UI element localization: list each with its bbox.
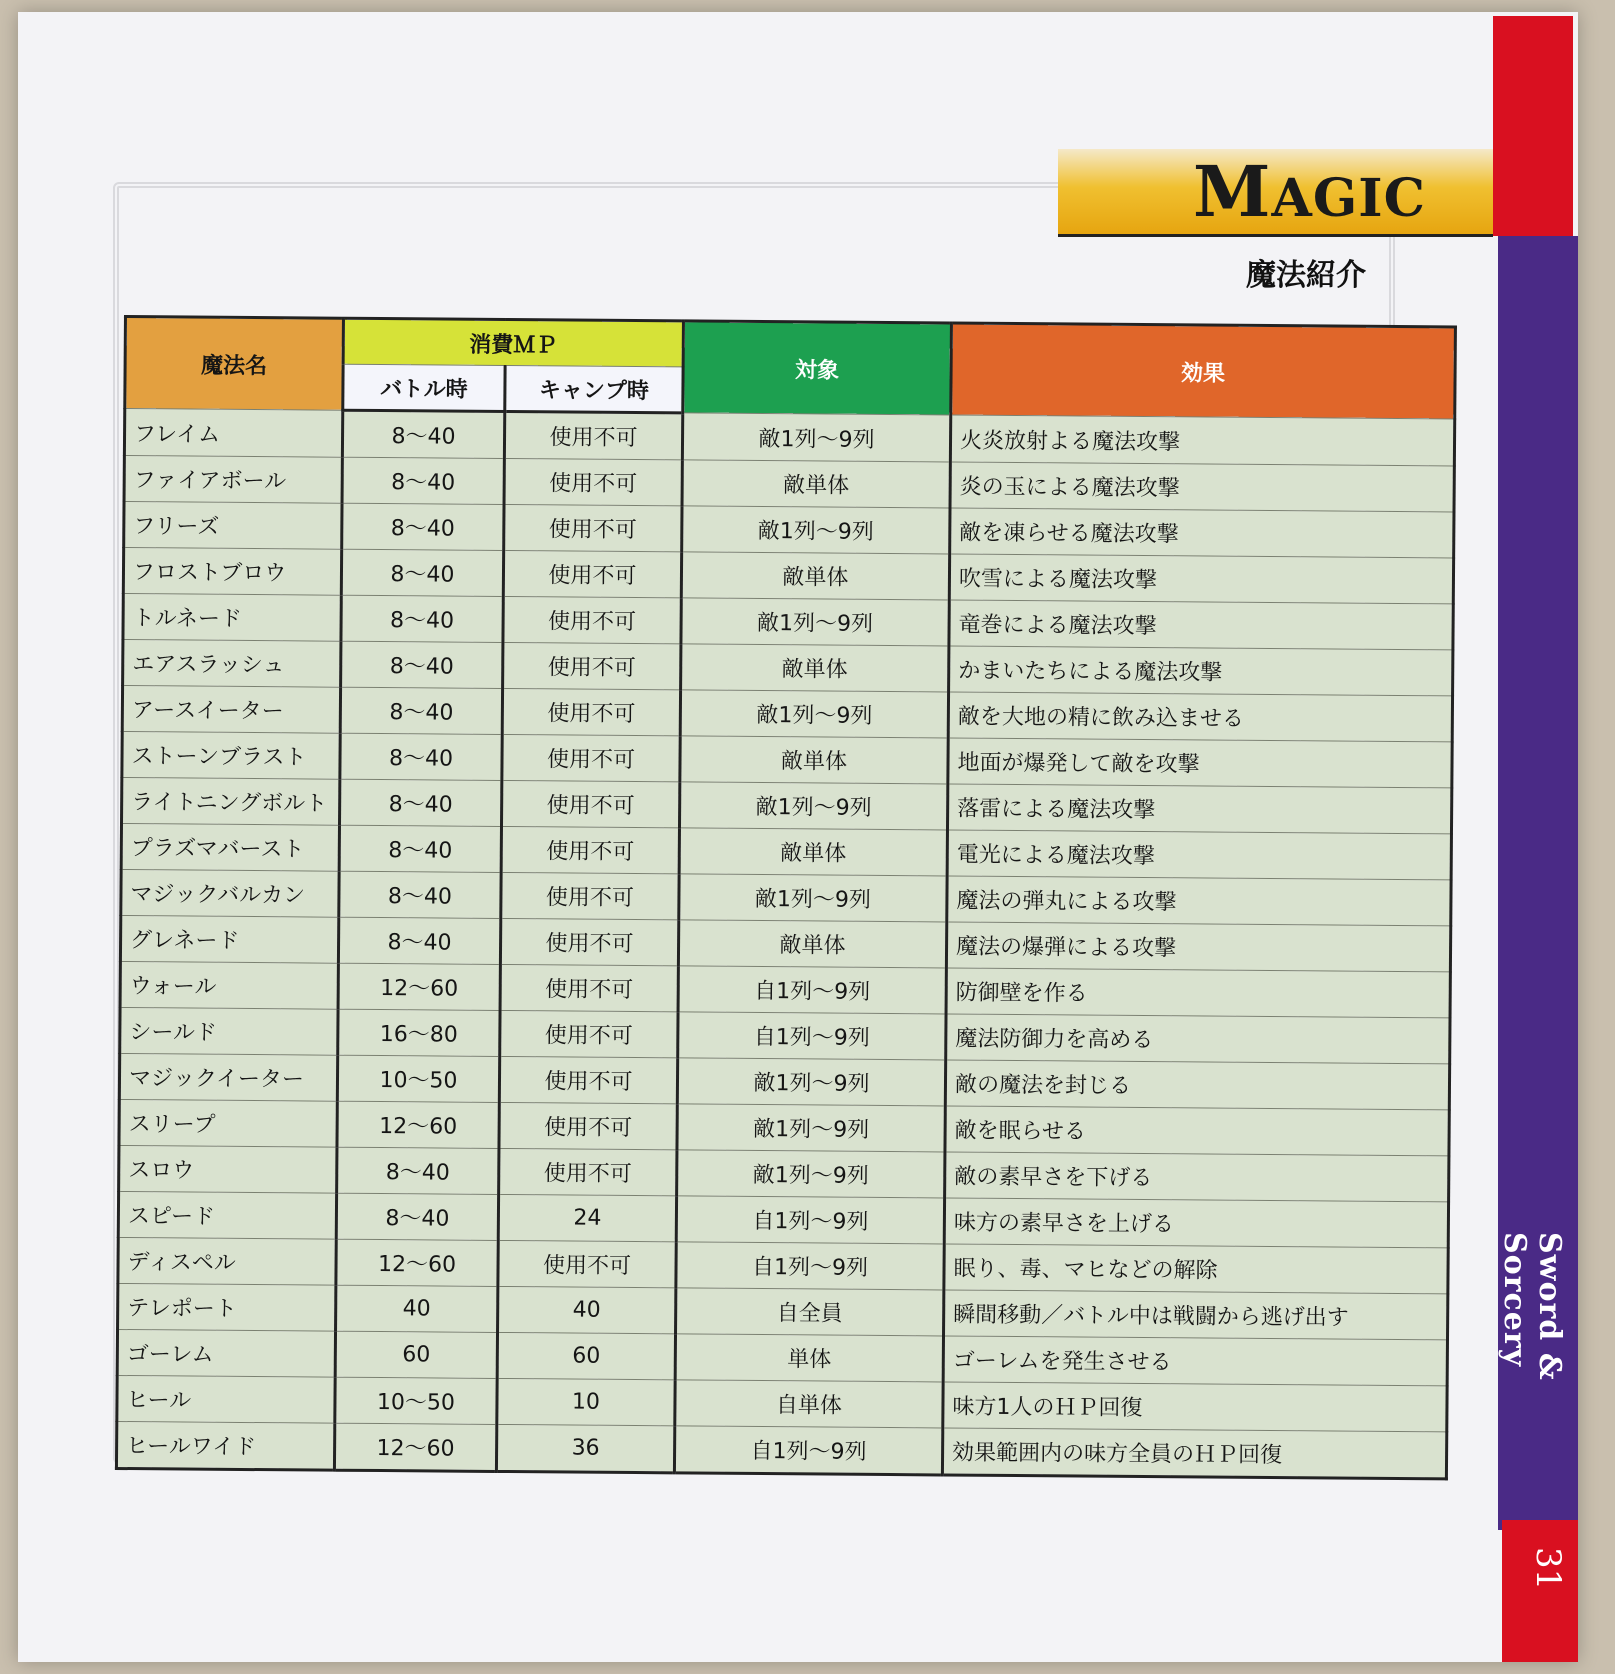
battle-mp-cell: 8～40 bbox=[342, 410, 504, 458]
battle-mp-cell: 8～40 bbox=[342, 457, 504, 504]
battle-mp-cell: 8～40 bbox=[336, 1193, 498, 1240]
spell-name-cell: スピード bbox=[118, 1191, 336, 1239]
spell-name-cell: フロストブロウ bbox=[123, 548, 341, 596]
effect-cell: 火炎放射よる魔法攻撃 bbox=[950, 415, 1454, 466]
target-cell: 敵1列～9列 bbox=[677, 1058, 945, 1106]
camp-mp-cell: 使用不可 bbox=[504, 504, 682, 551]
target-cell: 敵1列～9列 bbox=[681, 598, 949, 646]
camp-mp-cell: 使用不可 bbox=[503, 642, 681, 689]
target-cell: 敵単体 bbox=[682, 460, 950, 508]
spell-name-cell: トルネード bbox=[123, 594, 341, 642]
section-subtitle: 魔法紹介 bbox=[1246, 258, 1366, 293]
target-cell: 自全員 bbox=[676, 1288, 944, 1336]
battle-mp-cell: 8～40 bbox=[337, 1147, 499, 1194]
battle-mp-cell: 8～40 bbox=[339, 825, 501, 872]
camp-mp-cell: 36 bbox=[496, 1424, 674, 1472]
camp-mp-cell: 60 bbox=[497, 1332, 675, 1379]
battle-mp-cell: 40 bbox=[336, 1285, 498, 1332]
effect-cell: 味方の素早さを上げる bbox=[944, 1198, 1448, 1248]
target-cell: 敵1列～9列 bbox=[682, 413, 950, 462]
camp-mp-cell: 10 bbox=[497, 1378, 675, 1425]
target-cell: 敵1列～9列 bbox=[677, 1150, 945, 1198]
effect-cell: 地面が爆発して敵を攻撃 bbox=[948, 738, 1452, 788]
battle-mp-cell: 8～40 bbox=[340, 733, 502, 780]
effect-cell: 吹雪による魔法攻撃 bbox=[949, 554, 1453, 604]
effect-cell: 電光による魔法攻撃 bbox=[947, 830, 1451, 880]
target-cell: 自1列～9列 bbox=[676, 1242, 944, 1290]
battle-mp-cell: 8～40 bbox=[339, 779, 501, 826]
battle-mp-cell: 10～50 bbox=[337, 1055, 499, 1102]
spell-name-cell: ストーンブラスト bbox=[122, 731, 340, 779]
camp-mp-cell: 使用不可 bbox=[504, 411, 682, 459]
target-cell: 敵単体 bbox=[679, 828, 947, 876]
camp-mp-cell: 使用不可 bbox=[500, 964, 678, 1011]
spell-name-cell: アースイーター bbox=[122, 686, 340, 734]
camp-mp-cell: 使用不可 bbox=[502, 734, 680, 781]
battle-mp-cell: 8～40 bbox=[341, 595, 503, 642]
battle-mp-cell: 10～50 bbox=[335, 1377, 497, 1424]
target-cell: 自単体 bbox=[675, 1380, 943, 1428]
header-spell-name: 魔法名 bbox=[125, 317, 344, 411]
spell-name-cell: シールド bbox=[120, 1007, 338, 1055]
effect-cell: 炎の玉による魔法攻撃 bbox=[950, 462, 1454, 512]
effect-cell: 敵の素早さを下げる bbox=[945, 1152, 1449, 1202]
spell-name-cell: ウォール bbox=[120, 961, 338, 1009]
target-cell: 敵1列～9列 bbox=[680, 690, 948, 738]
target-cell: 敵単体 bbox=[681, 644, 949, 692]
battle-mp-cell: 12～60 bbox=[336, 1239, 498, 1286]
header-battle: バトル時 bbox=[343, 364, 505, 411]
effect-cell: 効果範囲内の味方全員のＨＰ回復 bbox=[942, 1428, 1446, 1479]
target-cell: 敵1列～9列 bbox=[677, 1104, 945, 1152]
camp-mp-cell: 24 bbox=[498, 1194, 676, 1241]
effect-cell: 瞬間移動／バトル中は戦闘から逃げ出す bbox=[944, 1290, 1448, 1340]
spell-name-cell: ヒールワイド bbox=[116, 1421, 334, 1470]
spell-name-cell: ファイアボール bbox=[124, 456, 342, 504]
effect-cell: 敵を凍らせる魔法攻撃 bbox=[950, 508, 1454, 558]
battle-mp-cell: 8～40 bbox=[340, 687, 502, 734]
spell-name-cell: フリーズ bbox=[124, 502, 342, 550]
battle-mp-cell: 8～40 bbox=[341, 549, 503, 596]
battle-mp-cell: 12～60 bbox=[337, 1101, 499, 1148]
target-cell: 単体 bbox=[675, 1334, 943, 1382]
magic-table bbox=[115, 315, 1457, 1480]
effect-cell: 敵を眠らせる bbox=[945, 1106, 1449, 1156]
spell-name-cell: マジックバルカン bbox=[121, 869, 339, 917]
camp-mp-cell: 使用不可 bbox=[499, 1148, 677, 1195]
target-cell: 敵単体 bbox=[681, 552, 949, 600]
spell-name-cell: ライトニングボルト bbox=[122, 777, 340, 825]
side-title: Sword & Sorcery bbox=[1497, 1232, 1567, 1381]
battle-mp-cell: 8～40 bbox=[342, 503, 504, 550]
table-row bbox=[116, 1421, 1446, 1478]
effect-cell: 眠り、毒、マヒなどの解除 bbox=[944, 1244, 1448, 1294]
target-cell: 敵単体 bbox=[678, 920, 946, 968]
target-cell: 自1列～9列 bbox=[676, 1196, 944, 1244]
target-cell: 自1列～9列 bbox=[674, 1426, 942, 1475]
spell-name-cell: テレポート bbox=[118, 1283, 336, 1331]
spell-name-cell: マジックイーター bbox=[119, 1053, 337, 1101]
target-cell: 敵1列～9列 bbox=[679, 874, 947, 922]
spell-name-cell: エアスラッシュ bbox=[123, 640, 341, 688]
manual-page bbox=[18, 12, 1578, 1662]
spell-name-cell: プラズマバースト bbox=[121, 823, 339, 871]
effect-cell: 魔法防御力を高める bbox=[946, 1014, 1450, 1064]
camp-mp-cell: 使用不可 bbox=[501, 872, 679, 919]
camp-mp-cell: 使用不可 bbox=[498, 1240, 676, 1287]
target-cell: 自1列～9列 bbox=[678, 966, 946, 1014]
camp-mp-cell: 使用不可 bbox=[504, 458, 682, 505]
battle-mp-cell: 8～40 bbox=[339, 871, 501, 918]
camp-mp-cell: 使用不可 bbox=[499, 1102, 677, 1149]
camp-mp-cell: 使用不可 bbox=[499, 1056, 677, 1103]
spell-name-cell: フレイム bbox=[124, 409, 342, 458]
effect-cell: 魔法の弾丸による攻撃 bbox=[947, 876, 1451, 926]
header-mp-cost: 消費ＭＰ bbox=[343, 318, 683, 367]
spell-name-cell: ディスペル bbox=[118, 1237, 336, 1285]
target-cell: 敵1列～9列 bbox=[682, 506, 950, 554]
target-cell: 自1列～9列 bbox=[678, 1012, 946, 1060]
side-band-red-bottom bbox=[1502, 1520, 1578, 1662]
effect-cell: 防御壁を作る bbox=[946, 968, 1450, 1018]
spell-name-cell: ヒール bbox=[117, 1375, 335, 1423]
battle-mp-cell: 12～60 bbox=[334, 1423, 496, 1471]
effect-cell: ゴーレムを発生させる bbox=[943, 1336, 1447, 1386]
effect-cell: 魔法の爆弾による攻撃 bbox=[946, 922, 1450, 972]
camp-mp-cell: 使用不可 bbox=[503, 596, 681, 643]
section-title bbox=[1193, 150, 1426, 233]
header-target: 対象 bbox=[683, 321, 952, 415]
camp-mp-cell: 使用不可 bbox=[501, 826, 679, 873]
camp-mp-cell: 使用不可 bbox=[502, 688, 680, 735]
effect-cell: 敵の魔法を封じる bbox=[945, 1060, 1449, 1110]
camp-mp-cell: 使用不可 bbox=[503, 550, 681, 597]
spell-name-cell: ゴーレム bbox=[117, 1329, 335, 1377]
camp-mp-cell: 使用不可 bbox=[500, 918, 678, 965]
spell-name-cell: スリープ bbox=[119, 1099, 337, 1147]
section-title-rest: AGIC bbox=[1271, 168, 1426, 229]
side-band-red-top bbox=[1493, 16, 1573, 236]
spell-name-cell: スロウ bbox=[119, 1145, 337, 1193]
header-camp: キャンプ時 bbox=[505, 365, 683, 412]
section-title-initial: M bbox=[1193, 150, 1272, 233]
battle-mp-cell: 16～80 bbox=[338, 1009, 500, 1056]
camp-mp-cell: 使用不可 bbox=[500, 1010, 678, 1057]
table-body bbox=[116, 409, 1454, 1479]
spell-name-cell: グレネード bbox=[120, 915, 338, 963]
battle-mp-cell: 12～60 bbox=[338, 963, 500, 1010]
battle-mp-cell: 60 bbox=[335, 1331, 497, 1378]
page-number: 31 bbox=[1528, 1547, 1568, 1591]
effect-cell: 敵を大地の精に飲み込ませる bbox=[948, 692, 1452, 742]
camp-mp-cell: 使用不可 bbox=[501, 780, 679, 827]
battle-mp-cell: 8～40 bbox=[341, 641, 503, 688]
effect-cell: 落雷による魔法攻撃 bbox=[947, 784, 1451, 834]
target-cell: 敵単体 bbox=[680, 736, 948, 784]
effect-cell: かまいたちによる魔法攻撃 bbox=[949, 646, 1453, 696]
camp-mp-cell: 40 bbox=[498, 1286, 676, 1333]
effect-cell: 竜巻による魔法攻撃 bbox=[949, 600, 1453, 650]
target-cell: 敵1列～9列 bbox=[680, 782, 948, 830]
effect-cell: 味方1人のＨＰ回復 bbox=[943, 1382, 1447, 1432]
battle-mp-cell: 8～40 bbox=[338, 917, 500, 964]
header-effect: 効果 bbox=[951, 323, 1456, 419]
